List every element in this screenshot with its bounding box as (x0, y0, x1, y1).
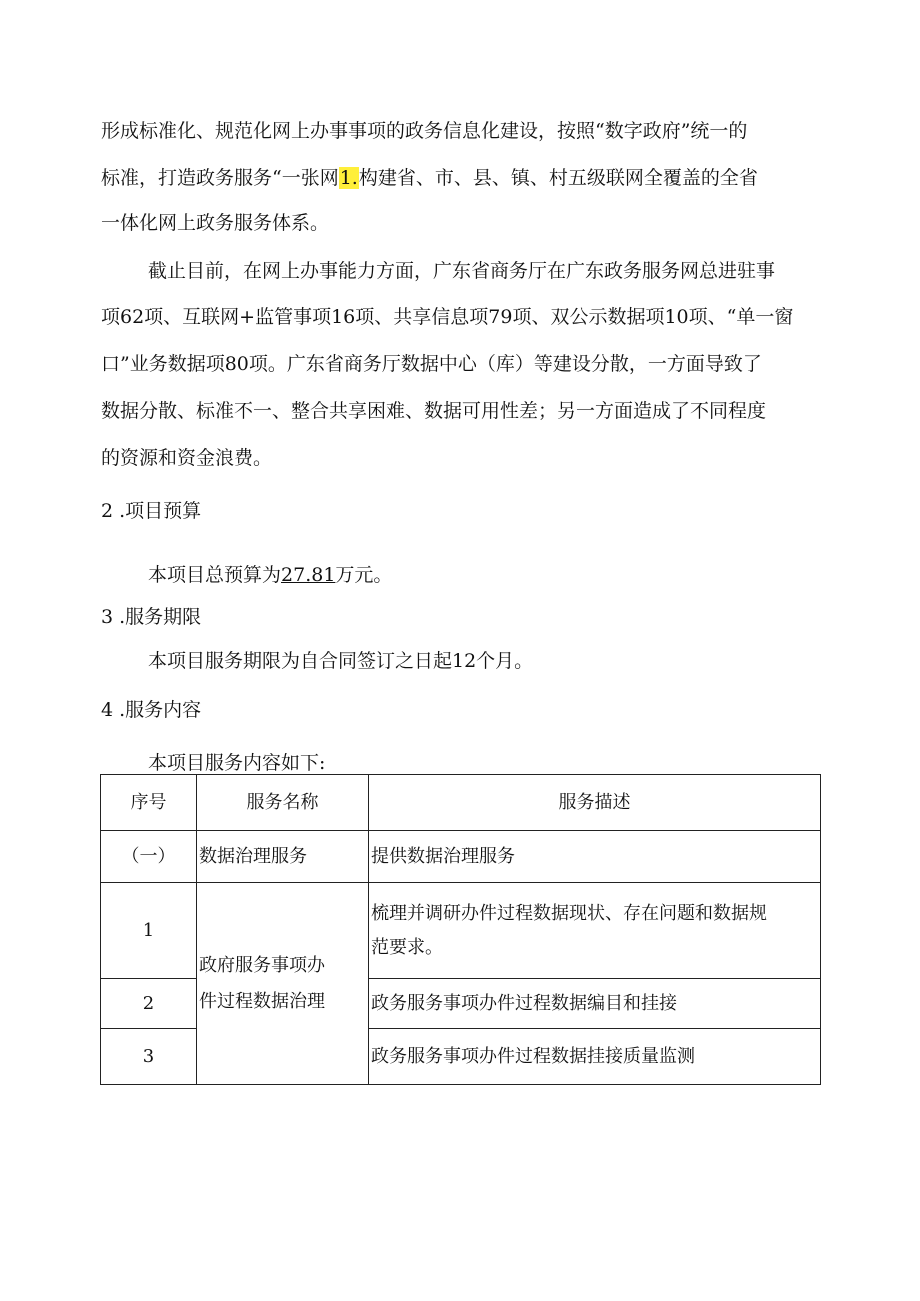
paragraph1-line3: 一体化网上政务服务体系。 (101, 212, 330, 234)
paragraph1-line2-post: 构建省、市、县、镇、村五级联网全覆盖的全省 (358, 167, 758, 189)
section4-intro: 本项目服务内容如下: (148, 752, 326, 774)
row-desc: 政务服务事项办件过程数据挂接质量监测 (369, 1029, 821, 1085)
category-index: （一） (101, 831, 197, 883)
section2-heading: 2 .项目预算 (101, 500, 202, 522)
budget-amount: 27.81 (281, 564, 336, 586)
category-desc: 提供数据治理服务 (369, 831, 821, 883)
category-name: 数据治理服务 (197, 831, 369, 883)
service-table (100, 774, 821, 1085)
group-name-line1: 政府服务事项办 (199, 954, 325, 976)
table-row (101, 831, 821, 883)
highlighted-text: 1. (339, 167, 358, 189)
paragraph1-line2 (101, 164, 758, 192)
row-desc-line1: 梳理并调研办件过程数据现状、存在问题和数据规 (371, 902, 767, 924)
section2-text-post: 万元。 (335, 564, 393, 586)
row-index: 1 (101, 883, 197, 979)
header-desc: 服务描述 (369, 775, 821, 831)
paragraph2-line5: 的资源和资金浪费。 (101, 447, 273, 469)
paragraph2-line1: 截止目前，在网上办事能力方面，广东省商务厅在广东政务服务网总进驻事 (148, 260, 776, 282)
paragraph1-line2-pre: 标准，打造政务服务“一张网 (101, 167, 339, 189)
table-row (101, 883, 821, 979)
section2-text-pre: 本项目总预算为 (148, 564, 282, 586)
section4-heading: 4 .服务内容 (101, 699, 202, 721)
row-desc-line2: 范要求。 (371, 936, 443, 958)
row-desc: 政务服务事项办件过程数据编目和挂接 (369, 979, 821, 1029)
header-name: 服务名称 (197, 775, 369, 831)
group-name-line2: 件过程数据治理 (199, 990, 325, 1012)
section2-text (148, 561, 392, 589)
row-index: 3 (101, 1029, 197, 1085)
section3-heading: 3 .服务期限 (101, 606, 202, 628)
paragraph2-line2: 项62项、互联网+监管事项16项、共享信息项79项、双公示数据项10项、“单一窗 (101, 306, 794, 328)
paragraph2-line3: 口”业务数据项80项。广东省商务厅数据中心（库）等建设分散，一方面导致了 (101, 353, 762, 375)
row-index: 2 (101, 979, 197, 1029)
table-header-row (101, 775, 821, 831)
paragraph2-line4: 数据分散、标准不一、整合共享困难、数据可用性差；另一方面造成了不同程度 (101, 400, 767, 422)
header-index: 序号 (101, 775, 197, 831)
section3-text: 本项目服务期限为自合同签订之日起12个月。 (148, 650, 534, 672)
group-name-cell (197, 883, 369, 1085)
paragraph1-line1: 形成标准化、规范化网上办事事项的政务信息化建设，按照“数字政府”统一的 (101, 120, 748, 142)
row-desc (369, 883, 821, 979)
